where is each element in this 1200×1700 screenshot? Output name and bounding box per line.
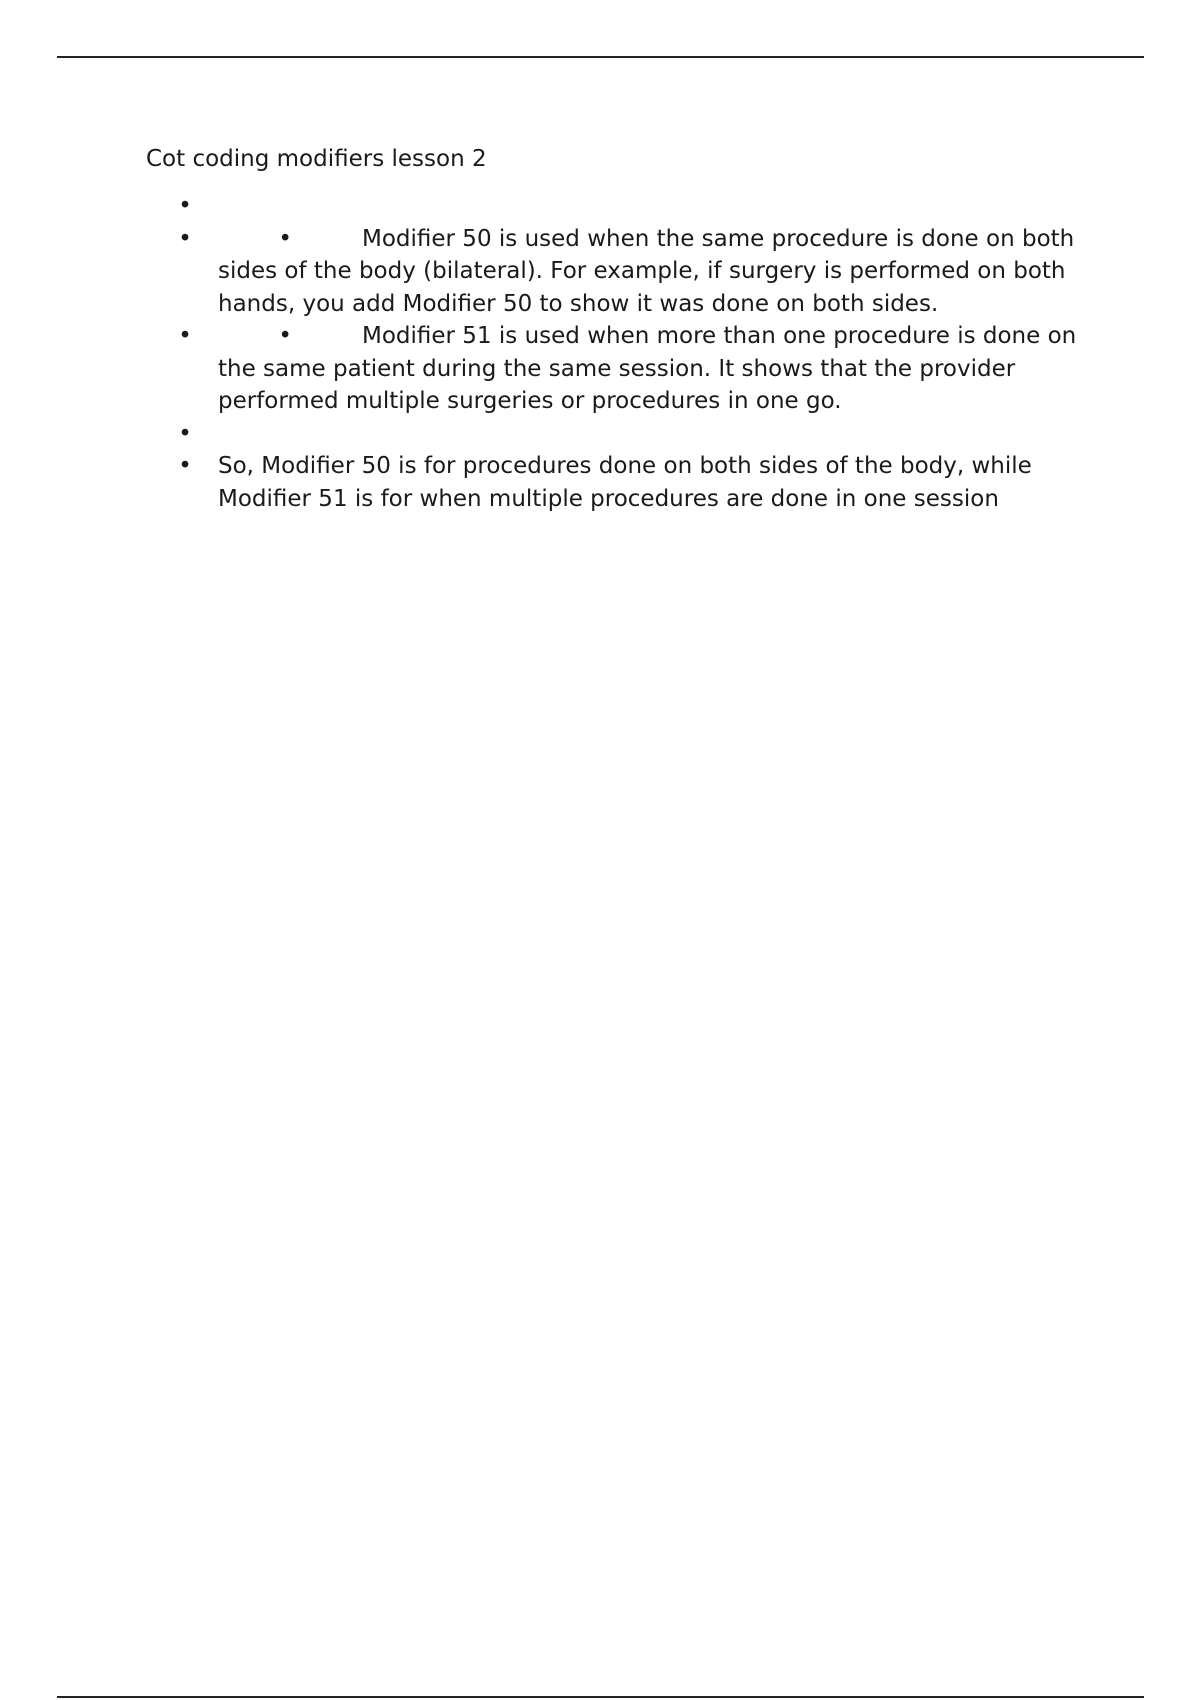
inner-bullet-icon: •: [278, 323, 292, 349]
inner-bullet-icon: •: [278, 225, 292, 252]
bullet-icon: •: [178, 420, 192, 447]
list-item-text: So, Modifier 50 is for procedures done on both sides of the body, while Modifier 51 is for when multiple procedures are done in one session: [218, 453, 1032, 512]
header-rule: [57, 56, 1144, 58]
document-title: Cot coding modifiers lesson 2: [146, 146, 487, 172]
footer-rule: [57, 1696, 1144, 1698]
bullet-icon: •: [178, 193, 192, 219]
bullet-icon: •: [178, 323, 192, 349]
list-item-text: Modifier 51 is used when more than one procedure is done on the same patient during the same session. It shows that the provider performed multiple surgeries or procedures in one go.: [218, 323, 1077, 414]
list-item-text: Modifier 50 is used when the same procedure is done on both sides of the body (bilateral). For example, if surgery is performed on both hands, you add Modifier 50 to show it was done on both sides.: [218, 225, 1075, 317]
list-item: [146, 223, 1086, 321]
document-body: [146, 144, 1086, 515]
bullet-icon: •: [178, 225, 192, 252]
list-item: [146, 320, 1086, 418]
list-item: [146, 450, 1086, 515]
bullet-list: [146, 190, 1086, 515]
bullet-icon: •: [178, 453, 192, 479]
list-item: [146, 190, 1086, 223]
list-item: [146, 418, 1086, 451]
